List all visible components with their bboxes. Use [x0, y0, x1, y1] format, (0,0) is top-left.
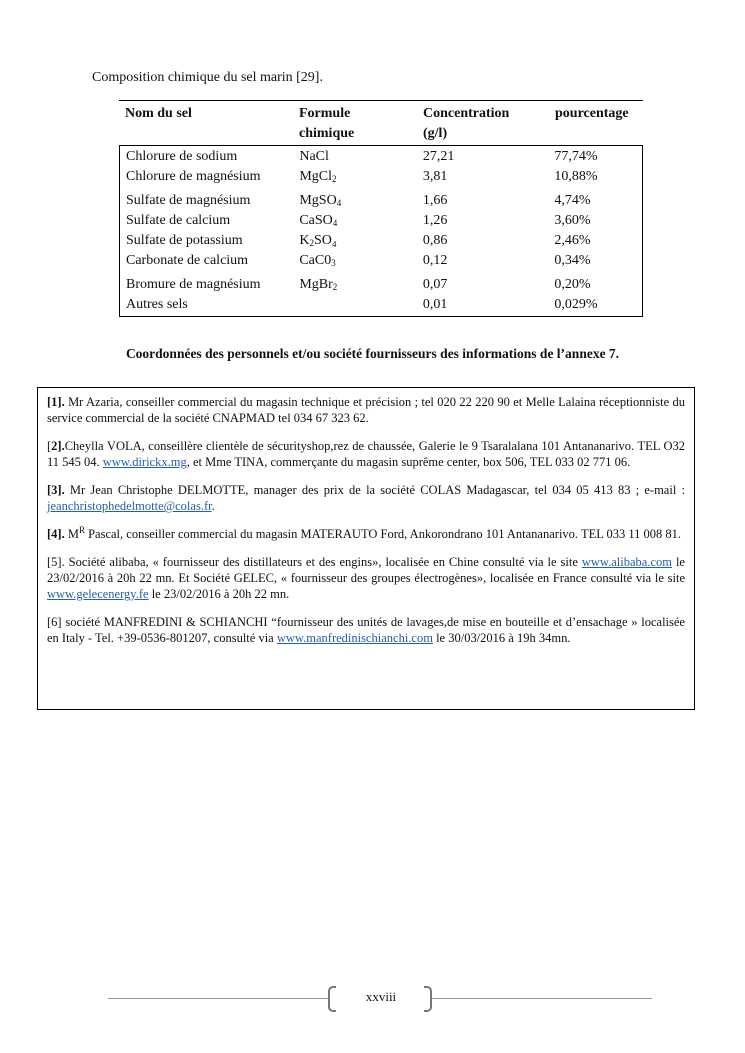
salt-percentage: 3,60%	[554, 213, 591, 228]
table-header-row	[119, 100, 643, 145]
alibaba-link[interactable]: www.alibaba.com	[581, 555, 672, 569]
salt-percentage: 77,74%	[554, 149, 598, 164]
reference-6: [6] société MANFREDINI & SCHIANCHI “fournisseur des unités de lavages,de mise en bouteille et d’ensachage » localisée en Italy - Tel. +39-0536-801207, consulté via www.manfredinischianchi.com le 30/03/2016 à 19h 34mn.	[47, 615, 685, 645]
header-concentration-line1: Concentration	[423, 106, 510, 121]
salt-concentration: 0,07	[422, 277, 448, 292]
table-row	[120, 251, 642, 271]
footer-line-left	[108, 998, 328, 999]
salt-formula: $CaC0_3$	[299, 253, 336, 268]
salt-formula: $K_2SO_4$	[299, 233, 337, 248]
header-concentration	[423, 104, 555, 144]
left-brace-icon	[328, 986, 336, 1012]
salt-formula: MgSO$_4$	[299, 193, 342, 208]
salt-formula: MgBr$_2$	[299, 277, 338, 292]
reference-4: [4]. $M^R$ Pascal, conseiller commercial du magasin MATERAUTO Ford, Ankorondrano 101 Antananarivo. TEL 033 11 008 81.	[47, 525, 682, 541]
table-row	[120, 295, 642, 315]
salt-percentage: 4,74%	[554, 193, 591, 208]
references-box	[37, 387, 695, 710]
reference-5: [5]. Société alibaba, « fournisseur des distillateurs et des engins», localisée en Chine consulté via le site www.alibaba.com le 23/02/2016 à 20h 22 mn. Et Société GELEC, « fournisseur des groupes électrogènes», localisée en France consulté via le site www.gelecenergy.fe le 23/02/2016 à 20h 22 mn.	[47, 555, 685, 601]
salt-concentration: 1,26	[422, 213, 448, 228]
header-formula-line1: Formule	[299, 106, 351, 121]
table-row	[120, 275, 642, 295]
salt-name: Chlorure de sodium	[126, 149, 238, 164]
salt-percentage: 10,88%	[554, 169, 598, 184]
salt-name: Bromure de magnésium	[126, 277, 261, 292]
salt-percentage: 2,46%	[554, 233, 591, 248]
manfredini-link[interactable]: www.manfredinischianchi.com	[276, 631, 433, 645]
table-row	[120, 191, 642, 211]
table-row	[120, 211, 642, 231]
table-caption: Composition chimique du sel marin [29].	[92, 70, 323, 85]
gelecenergy-link[interactable]: www.gelecenergy.fe	[47, 587, 149, 601]
table-row	[120, 167, 642, 187]
salt-name: Sulfate de magnésium	[126, 193, 251, 208]
salt-name: Carbonate de calcium	[126, 253, 249, 268]
salt-concentration: 3,81	[422, 169, 448, 184]
footer-line-right	[432, 998, 652, 999]
salt-name: Sulfate de potassium	[126, 233, 243, 248]
salt-composition-table	[119, 100, 643, 317]
right-brace-icon	[424, 986, 432, 1012]
table-row	[120, 231, 642, 251]
table-row	[120, 147, 642, 167]
salt-concentration: 1,66	[422, 193, 448, 208]
salt-formula: CaSO$_4$	[299, 213, 338, 228]
reference-2: [2].Cheylla VOLA, conseillère clientèle de sécurityshop,rez de chaussée, Galerie le 9 Tsaralalana 101 Antananarivo. TEL O32 11 545 04. www.dirickx.mg, et Mme TINA, commerçante du magasin suprême center, box 506, TEL 033 02 771 06.	[47, 439, 685, 469]
salt-percentage: 0,029%	[554, 297, 598, 312]
salt-concentration: 0,86	[422, 233, 448, 248]
page-number: xxviii	[365, 989, 397, 1004]
table-body	[119, 145, 643, 317]
salt-percentage: 0,34%	[554, 253, 591, 268]
email-link[interactable]: jeanchristophedelmotte@colas.fr	[47, 499, 212, 513]
salt-concentration: 0,01	[422, 297, 448, 312]
page-footer	[0, 985, 745, 1015]
salt-name: Sulfate de calcium	[126, 213, 231, 228]
header-percentage: pourcentage	[555, 106, 629, 121]
salt-name: Autres sels	[126, 297, 188, 312]
header-formula-line2: chimique	[299, 126, 355, 141]
header-formula	[299, 104, 423, 144]
salt-percentage: 0,20%	[554, 277, 591, 292]
reference-1: [1]. Mr Azaria, conseiller commercial du magasin technique et précision ; tel 020 22 220 90 et Melle Lalaina réceptionniste du service commercial de la société CNAPMAD tel 034 67 323 62.	[47, 395, 685, 425]
salt-formula: MgCl$_2$	[299, 169, 337, 184]
header-concentration-line2: (g/l)	[423, 126, 448, 141]
salt-formula: NaCl	[299, 149, 329, 164]
salt-concentration: 27,21	[422, 149, 455, 164]
salt-formula	[299, 295, 423, 315]
reference-3: [3]. Mr Jean Christophe DELMOTTE, manager des prix de la société COLAS Madagascar, tel 034 05 413 83 ; e-mail : jeanchristophedelmotte@colas.fr.	[47, 483, 685, 513]
section-heading: Coordonnées des personnels et/ou société fournisseurs des informations de l’annexe 7.	[125, 346, 620, 361]
salt-name: Chlorure de magnésium	[126, 169, 261, 184]
dirickx-link[interactable]: www.dirickx.mg	[102, 455, 187, 469]
salt-concentration: 0,12	[422, 253, 448, 268]
header-name: Nom du sel	[125, 106, 192, 121]
